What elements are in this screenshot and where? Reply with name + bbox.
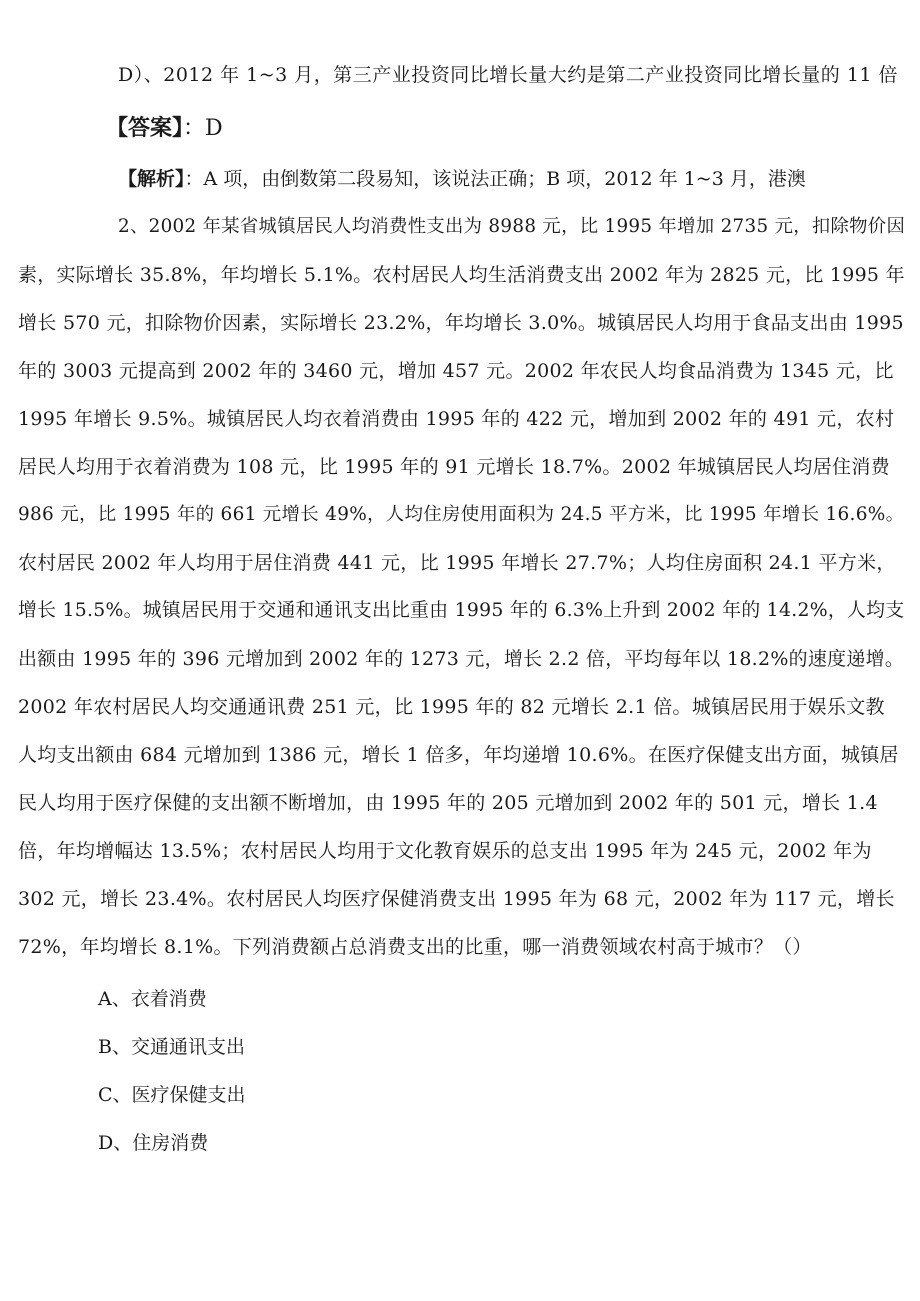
analysis-label: 【解析】 <box>118 168 185 190</box>
question-line: 302 元，增长 23.4%。农村居民人均医疗保健消费支出 1995 年为 68 元，2002 年为 117 元，增长 <box>18 888 895 910</box>
analysis-text: ：A 项，由倒数第二段易知，该说法正确；B 项，2012 年 1~3 月，港澳 <box>184 168 806 190</box>
answer-label: 【答案】 <box>106 116 184 141</box>
question-line: 2002 年农村居民人均交通通讯费 251 元，比 1995 年的 82 元增长 2.1 倍。城镇居民用于娱乐文教 <box>18 696 885 718</box>
question-line: 素，实际增长 35.8%，年均增长 5.1%。农村居民人均生活消费支出 2002 年为 2825 元，比 1995 年 <box>18 264 905 286</box>
question-line: 2、2002 年某省城镇居民人均消费性支出为 8988 元，比 1995 年增加 2735 元，扣除物价因 <box>118 216 906 237</box>
option-c: C、医疗保健支出 <box>98 1084 246 1106</box>
question-line: 72%，年均增长 8.1%。下列消费额占总消费支出的比重，哪一消费领域农村高于城市？（） <box>18 936 812 958</box>
analysis-line <box>118 166 806 192</box>
question-line: 986 元，比 1995 年的 661 元增长 49%，人均住房使用面积为 24.5 平方米，比 1995 年增长 16.6%。 <box>18 504 905 525</box>
option-d: D、住房消费 <box>98 1132 209 1154</box>
answer-line <box>106 114 223 144</box>
question-line: 民人均用于医疗保健的支出额不断增加，由 1995 年的 205 元增加到 2002 年的 501 元，增长 1.4 <box>18 792 878 814</box>
question-line: 1995 年增长 9.5%。城镇居民人均衣着消费由 1995 年的 422 元，增加到 2002 年的 491 元，农村 <box>18 408 895 430</box>
answer-value: ：D <box>183 116 223 141</box>
question-line: 居民人均用于衣着消费为 108 元，比 1995 年的 91 元增长 18.7%。2002 年城镇居民人均居住消费 <box>18 456 890 478</box>
option-a: A、衣着消费 <box>98 988 207 1010</box>
question-line: 年的 3003 元提高到 2002 年的 3460 元，增加 457 元。2002 年农民人均食品消费为 1345 元，比 <box>18 360 894 382</box>
option-b: B、交通通讯支出 <box>98 1036 245 1058</box>
question-line: 增长 15.5%。城镇居民用于交通和通讯支出比重由 1995 年的 6.3%上升到 2002 年的 14.2%，人均支 <box>18 600 905 621</box>
question-line: 增长 570 元，扣除物价因素，实际增长 23.2%，年均增长 3.0%。城镇居民人均用于食品支出由 1995 <box>18 312 904 334</box>
question-line: 倍，年均增幅达 13.5%；农村居民人均用于文化教育娱乐的总支出 1995 年为 245 元，2002 年为 <box>18 840 872 862</box>
question-line: 出额由 1995 年的 396 元增加到 2002 年的 1273 元，增长 2.2 倍，平均每年以 18.2%的速度递增。 <box>18 648 905 670</box>
question-line: 人均支出额由 684 元增加到 1386 元，增长 1 倍多，年均递增 10.6%。在医疗保健支出方面，城镇居 <box>18 744 899 766</box>
question-line: 农村居民 2002 年人均用于居住消费 441 元，比 1995 年增长 27.7%；人均住房面积 24.1 平方米， <box>18 552 896 574</box>
previous-option-d: D）、2012 年 1~3 月，第三产业投资同比增长量大约是第二产业投资同比增长量的 11 倍 <box>118 64 899 86</box>
